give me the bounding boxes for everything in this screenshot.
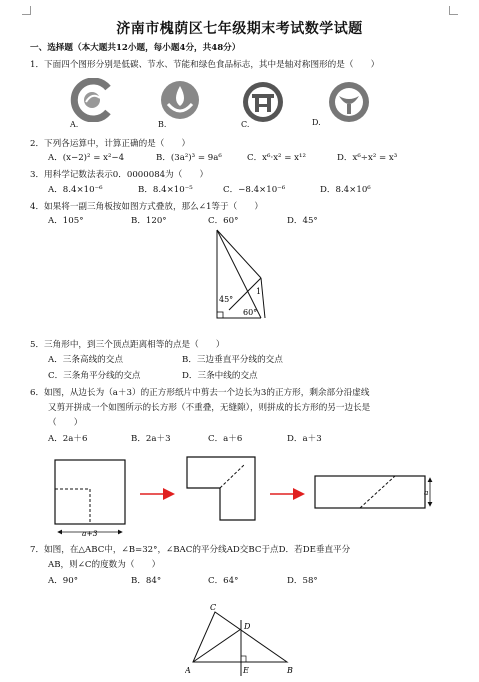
angle-60-label: 60° — [243, 308, 258, 317]
question-4-stem: 4．如果将一副三角板按如图方式叠放，那么∠1等于（ ） — [30, 202, 263, 212]
square-cut-figure — [50, 452, 440, 544]
q3-option-d: D．8.4×10⁶ — [320, 185, 371, 195]
option-label: A. — [70, 120, 79, 129]
q3-option-a: A．8.4×10⁻⁶ — [48, 185, 103, 195]
question-6-stem-1: 6．如图，从边长为（a＋3）的正方形纸片中剪去一个边长为3的正方形，剩余部分沿虚线 — [30, 388, 370, 398]
corner-mark — [22, 6, 31, 15]
angle-45-label: 45° — [219, 295, 234, 304]
question-6-stem-3: （ ） — [48, 418, 83, 428]
page-title: 济南市槐荫区七年级期末考试数学试题 — [116, 21, 363, 37]
width-label: a — [424, 488, 429, 497]
triangle-rulers-figure — [205, 228, 280, 322]
section-heading: 一、选择题（本大题共12小题，每小题4分，共48分） — [30, 43, 241, 53]
q5-option-b: B．三边垂直平分线的交点 — [182, 355, 283, 365]
q5-option-c: C．三条角平分线的交点 — [48, 371, 141, 381]
q7-option-d: D．58° — [287, 576, 318, 586]
q7-option-b: B．84° — [131, 576, 162, 586]
point-c-label: C — [210, 603, 217, 612]
question-1-stem: 1．下面四个图形分别是低碳、节水、节能和绿色食品标志，其中是轴对称图形的是（ ） — [30, 60, 380, 70]
q2-option-a: A．(x−2)² = x²−4 — [48, 153, 125, 163]
energy-saving-logo-icon — [241, 80, 285, 124]
question-3-stem: 3．用科学记数法表示0．0000084为（ ） — [30, 170, 209, 180]
low-carbon-logo-icon — [70, 78, 114, 122]
question-7-stem-2: AB，则∠C的度数为（ ） — [48, 560, 161, 570]
q3-option-c: C．−8.4×10⁻⁶ — [223, 185, 286, 195]
point-d-label: D — [244, 622, 251, 631]
q6-option-a: A．2a＋6 — [48, 434, 88, 444]
q2-option-b: B．(3a²)³ = 9a⁶ — [156, 153, 222, 163]
point-e-label: E — [243, 666, 249, 675]
point-a-label: A — [185, 666, 191, 675]
q2-option-d: D．x⁶÷x² = x³ — [337, 153, 398, 163]
q2-option-c: C．x⁶·x² = x¹² — [247, 153, 306, 163]
q4-option-b: B．120° — [131, 216, 167, 226]
q4-option-d: D．45° — [287, 216, 318, 226]
q6-option-d: D．a＋3 — [287, 434, 322, 444]
q4-option-c: C．60° — [208, 216, 239, 226]
q6-option-b: B．2a＋3 — [131, 434, 171, 444]
q6-option-c: C．a＋6 — [208, 434, 243, 444]
q3-option-b: B．8.4×10⁻⁵ — [138, 185, 193, 195]
option-label: B. — [158, 120, 167, 129]
angle-1-label: 1 — [256, 287, 262, 296]
point-b-label: B — [287, 666, 293, 675]
question-5-stem: 5．三角形中，到三个顶点距离相等的点是（ ） — [30, 340, 225, 350]
q7-option-a: A．90° — [48, 576, 79, 586]
green-food-logo-icon — [327, 80, 371, 124]
water-saving-logo-icon — [158, 78, 202, 122]
q4-option-a: A．105° — [48, 216, 84, 226]
side-label: a+3 — [82, 529, 98, 538]
question-6-stem-2: 又剪开拼成一个如图所示的长方形（不重叠，无缝隙），则拼成的长方形的另一边长是 — [48, 403, 371, 413]
q7-option-c: C．64° — [208, 576, 239, 586]
question-2-stem: 2．下列各运算中，计算正确的是（ ） — [30, 139, 191, 149]
corner-mark — [449, 6, 458, 15]
q5-option-a: A．三条高线的交点 — [48, 355, 123, 365]
option-label: C. — [241, 120, 250, 129]
option-label: D. — [312, 118, 321, 127]
question-7-stem-1: 7．如图，在△ABC中，∠B=32°，∠BAC的平分线AD交BC于点D．若DE垂直平分 — [30, 545, 351, 555]
triangle-abc-figure — [185, 600, 297, 678]
q5-option-d: D．三条中线的交点 — [182, 371, 258, 381]
